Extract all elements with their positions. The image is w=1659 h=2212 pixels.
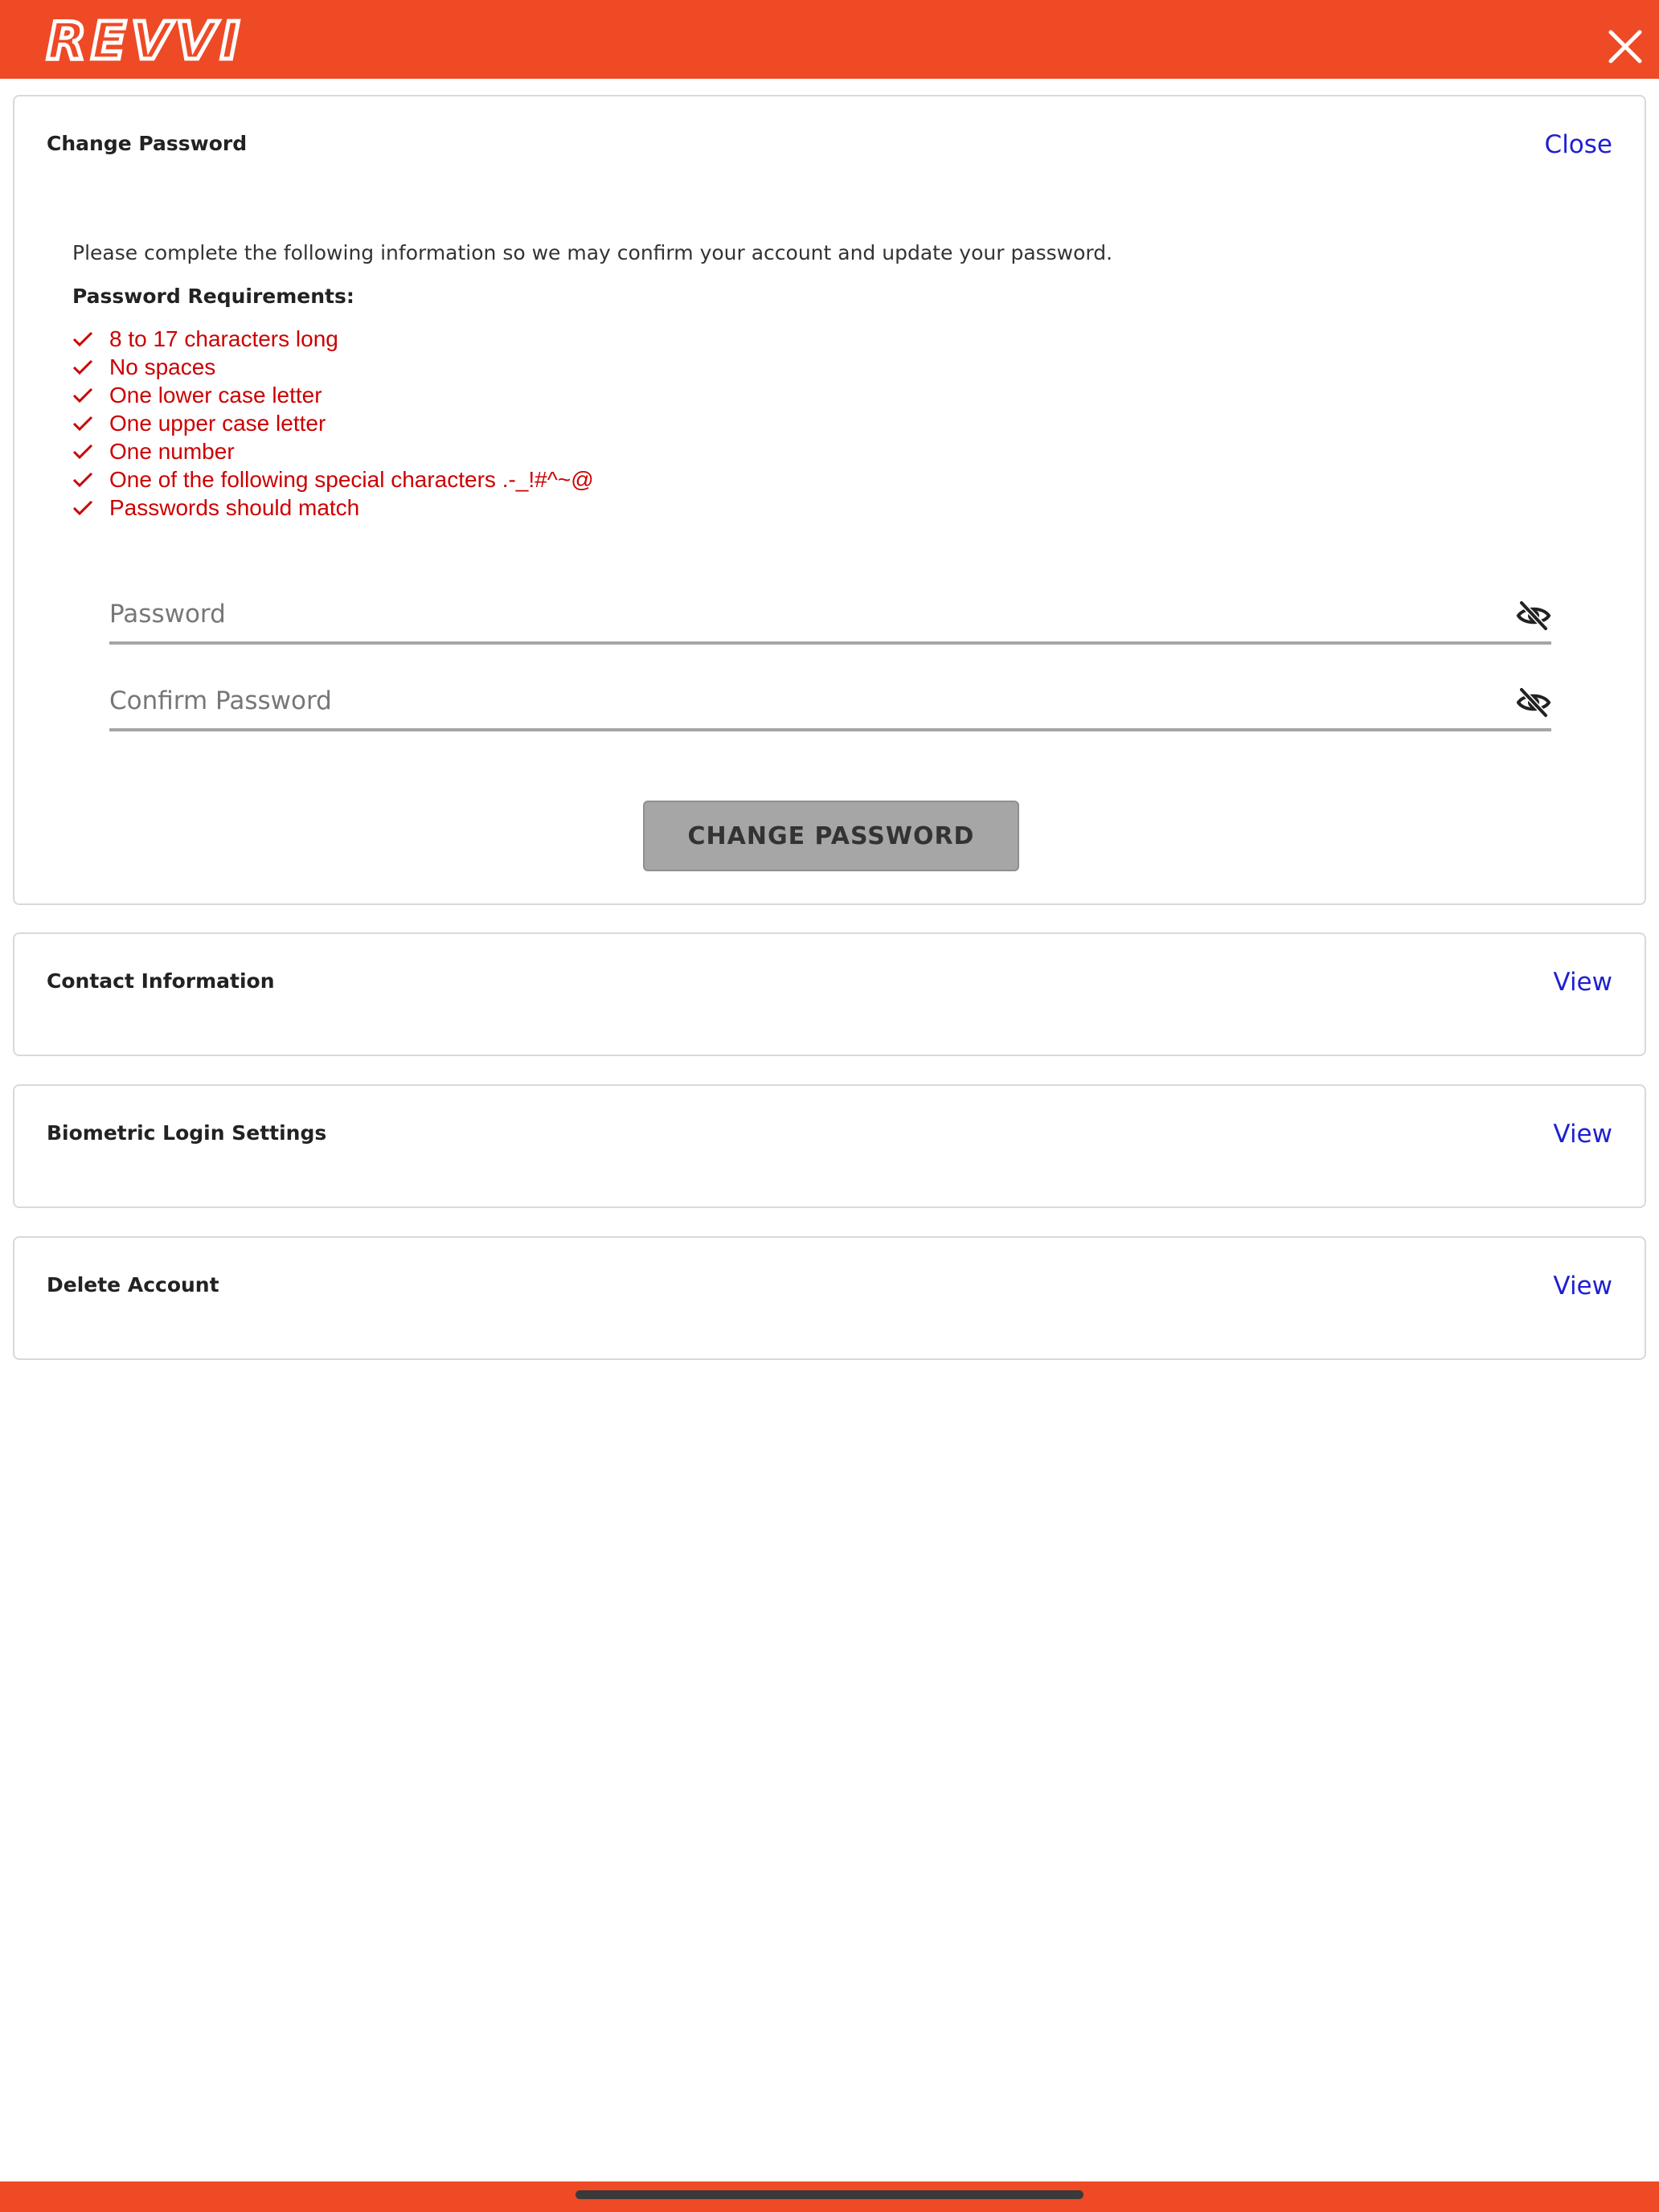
requirement-label: One lower case letter: [109, 382, 322, 408]
requirement-label: Passwords should match: [109, 494, 360, 520]
close-icon[interactable]: [1606, 27, 1645, 66]
view-contact-information-link[interactable]: View: [1553, 968, 1612, 997]
requirement-label: No spaces: [109, 354, 216, 379]
eye-off-icon[interactable]: [1516, 600, 1551, 632]
check-icon: [72, 387, 93, 403]
requirement-label: One upper case letter: [109, 410, 326, 436]
check-icon: [72, 472, 93, 488]
check-icon: [72, 416, 93, 432]
eye-off-icon[interactable]: [1516, 686, 1551, 719]
confirm-password-input[interactable]: [109, 678, 1460, 723]
requirement-item: [72, 353, 594, 381]
requirement-label: One number: [109, 438, 235, 464]
change-password-title: Change Password: [47, 132, 248, 155]
change-password-card: [13, 95, 1646, 905]
section-title: Contact Information: [47, 969, 275, 993]
home-indicator[interactable]: [576, 2190, 1083, 2199]
requirements-list: [72, 325, 594, 522]
view-delete-account-link[interactable]: View: [1553, 1272, 1612, 1301]
revvi-logo: REVVI: [47, 12, 244, 72]
view-biometric-login-link[interactable]: View: [1553, 1120, 1612, 1149]
app-header: [0, 0, 1659, 79]
contact-information-card: [13, 932, 1646, 1056]
password-field: [109, 585, 1551, 645]
requirement-item: [72, 465, 594, 494]
check-icon: [72, 359, 93, 375]
requirement-label: One of the following special characters .-_!#^~@: [109, 466, 594, 492]
delete-account-card: [13, 1236, 1646, 1360]
bottom-bar: [0, 2181, 1659, 2212]
confirm-password-field: [109, 672, 1551, 731]
change-password-button[interactable]: CHANGE PASSWORD: [643, 801, 1019, 871]
requirements-title: Password Requirements:: [72, 285, 354, 308]
check-icon: [72, 500, 93, 516]
requirement-item: [72, 437, 594, 465]
requirement-label: 8 to 17 characters long: [109, 326, 338, 351]
section-title: Biometric Login Settings: [47, 1121, 327, 1145]
check-icon: [72, 331, 93, 347]
section-title: Delete Account: [47, 1273, 219, 1296]
check-icon: [72, 444, 93, 460]
requirement-item: [72, 325, 594, 353]
biometric-login-card: [13, 1084, 1646, 1208]
requirement-item: [72, 409, 594, 437]
requirement-item: [72, 494, 594, 522]
close-link[interactable]: Close: [1544, 130, 1612, 159]
requirement-item: [72, 381, 594, 409]
intro-text: Please complete the following information so we may confirm your account and update your password.: [72, 241, 1113, 264]
password-input[interactable]: [109, 592, 1460, 637]
